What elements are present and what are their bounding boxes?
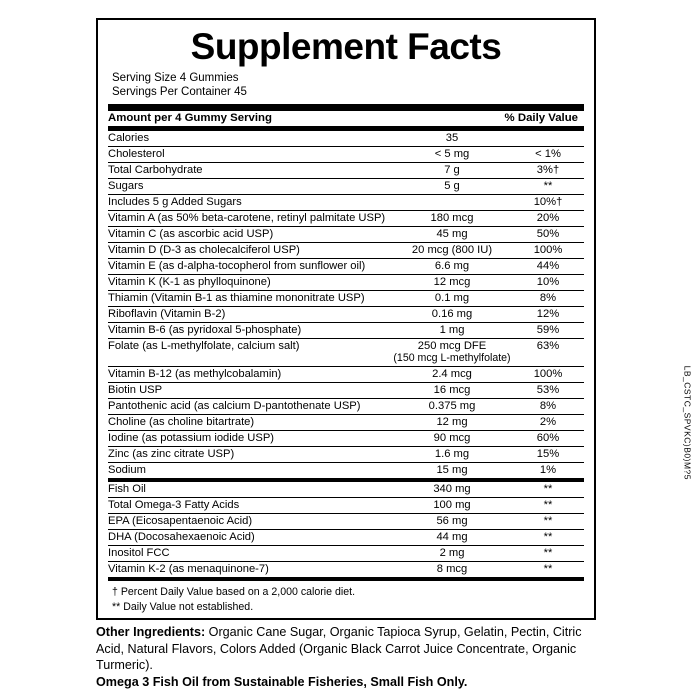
nutrient-rows-secondary-body bbox=[108, 482, 584, 577]
table-row bbox=[108, 226, 584, 242]
nutrient-amount: 8 mcg bbox=[436, 563, 468, 576]
nutrient-amount: 1 mg bbox=[392, 322, 512, 338]
nutrient-daily-value: 60% bbox=[512, 430, 584, 446]
page-title: Supplement Facts bbox=[190, 26, 502, 67]
nutrient-name: Vitamin B-6 (as pyridoxal 5-phosphate) bbox=[108, 322, 392, 338]
nutrient-daily-value: 3%† bbox=[512, 162, 584, 178]
nutrient-amount: 340 mg bbox=[392, 482, 512, 498]
nutrient-daily-value: 1% bbox=[539, 464, 557, 477]
nutrient-amount: 45 mg bbox=[392, 226, 512, 242]
nutrient-daily-value: ** bbox=[512, 178, 584, 194]
nutrient-rows-primary-body bbox=[108, 131, 584, 478]
nutrient-daily-value: ** bbox=[512, 513, 584, 529]
nutrient-name: Vitamin D (D-3 as cholecalciferol USP) bbox=[108, 242, 392, 258]
nutrient-amount bbox=[392, 194, 512, 210]
nutrient-name: Vitamin K-2 (as menaquinone-7) bbox=[108, 563, 269, 576]
nutrient-table bbox=[108, 111, 584, 127]
nutrient-amount-sub: (150 mcg L-methylfolate) bbox=[393, 352, 511, 365]
nutrient-daily-value: 2% bbox=[512, 414, 584, 430]
table-row bbox=[108, 366, 584, 382]
nutrient-daily-value: ** bbox=[512, 482, 584, 498]
nutrient-amount: 12 mcg bbox=[392, 274, 512, 290]
nutrient-amount: 2.4 mcg bbox=[392, 366, 512, 382]
nutrient-name: Vitamin K (K-1 as phylloquinone) bbox=[108, 274, 392, 290]
nutrient-amount: 2 mg bbox=[392, 545, 512, 561]
nutrient-daily-value: 53% bbox=[512, 382, 584, 398]
table-row bbox=[108, 146, 584, 162]
nutrient-amount: 7 g bbox=[392, 162, 512, 178]
table-row bbox=[108, 338, 584, 366]
nutrient-rows-primary bbox=[108, 131, 584, 478]
nutrient-name: Vitamin E (as d-alpha-tocopherol from sunflower oil) bbox=[108, 258, 392, 274]
nutrient-daily-value: 100% bbox=[512, 242, 584, 258]
table-row bbox=[108, 306, 584, 322]
nutrient-name: Total Omega-3 Fatty Acids bbox=[108, 497, 392, 513]
nutrient-daily-value: ** bbox=[512, 529, 584, 545]
nutrient-daily-value: 59% bbox=[512, 322, 584, 338]
nutrient-daily-value: 100% bbox=[512, 366, 584, 382]
nutrient-daily-value: ** bbox=[512, 545, 584, 561]
nutrient-name: Sodium bbox=[108, 464, 146, 477]
nutrient-amount: 16 mcg bbox=[392, 382, 512, 398]
amount-header: Amount per 4 Gummy Serving bbox=[108, 111, 385, 127]
nutrient-amount: 5 g bbox=[392, 178, 512, 194]
nutrient-amount: 180 mcg bbox=[392, 210, 512, 226]
nutrient-amount: 250 mcg DFE (150 mcg L-methylfolate) bbox=[393, 340, 511, 365]
nutrient-amount: 12 mg bbox=[392, 414, 512, 430]
table-row bbox=[108, 242, 584, 258]
table-row bbox=[108, 398, 584, 414]
nutrient-name: Vitamin A (as 50% beta-carotene, retinyl palmitate USP) bbox=[108, 210, 392, 226]
nutrient-name: Vitamin C (as ascorbic acid USP) bbox=[108, 226, 392, 242]
table-row bbox=[108, 414, 584, 430]
nutrient-name: Thiamin (Vitamin B-1 as thiamine mononitrate USP) bbox=[108, 290, 392, 306]
nutrient-daily-value: 8% bbox=[512, 398, 584, 414]
nutrient-amount: 20 mcg (800 IU) bbox=[392, 242, 512, 258]
table-row bbox=[108, 497, 584, 513]
nutrient-name: Cholesterol bbox=[108, 146, 392, 162]
nutrient-name: Fish Oil bbox=[108, 482, 392, 498]
nutrient-daily-value: 63% bbox=[512, 338, 584, 366]
other-ingredients-body: Organic Cane Sugar, Organic Tapioca Syrup, Gelatin, Pectin, Citric Acid, Natural Flavors, Colors Added (Organic Black Carrot Juice Concentrate, Organic Turmeric). bbox=[96, 625, 582, 673]
nutrient-amount: 44 mg bbox=[392, 529, 512, 545]
table-row bbox=[108, 446, 584, 462]
servings-per-container: Servings Per Container 45 bbox=[112, 86, 247, 99]
table-row bbox=[108, 131, 584, 147]
table-row bbox=[108, 290, 584, 306]
nutrient-amount: 15 mg bbox=[436, 464, 468, 477]
nutrient-daily-value: 50% bbox=[512, 226, 584, 242]
nutrient-name: Choline (as choline bitartrate) bbox=[108, 414, 392, 430]
table-row bbox=[108, 545, 584, 561]
nutrient-name: Iodine (as potassium iodide USP) bbox=[108, 430, 392, 446]
nutrient-amount: 90 mcg bbox=[392, 430, 512, 446]
thick-divider bbox=[108, 104, 584, 111]
other-ingredients-block bbox=[96, 624, 606, 690]
nutrient-name: EPA (Eicosapentaenoic Acid) bbox=[108, 513, 392, 529]
table-row bbox=[108, 210, 584, 226]
nutrient-amount: 0.1 mg bbox=[392, 290, 512, 306]
table-row bbox=[108, 430, 584, 446]
nutrient-amount: 6.6 mg bbox=[392, 258, 512, 274]
nutrient-daily-value: 15% bbox=[512, 446, 584, 462]
footnote-daily-value: † Percent Daily Value based on a 2,000 calorie diet. bbox=[112, 585, 356, 598]
table-row bbox=[108, 561, 584, 577]
nutrient-daily-value: 12% bbox=[512, 306, 584, 322]
nutrient-amount: 35 bbox=[392, 131, 512, 147]
other-ingredients-heading: Other Ingredients: bbox=[96, 625, 206, 639]
nutrient-amount: 0.16 mg bbox=[392, 306, 512, 322]
table-row bbox=[108, 462, 584, 478]
nutrient-rows-secondary bbox=[108, 482, 584, 577]
table-row bbox=[108, 162, 584, 178]
nutrient-amount: < 5 mg bbox=[392, 146, 512, 162]
lot-code: LB_CSTC_SPVKC)B0)M?5 bbox=[682, 365, 692, 480]
table-row bbox=[108, 194, 584, 210]
table-row bbox=[108, 482, 584, 498]
table-row bbox=[108, 322, 584, 338]
nutrient-name: Total Carbohydrate bbox=[108, 162, 392, 178]
nutrient-name: Biotin USP bbox=[108, 382, 392, 398]
facts-panel bbox=[96, 18, 596, 620]
nutrient-daily-value: 20% bbox=[512, 210, 584, 226]
daily-value-header: % Daily Value bbox=[505, 111, 584, 127]
nutrient-table-body bbox=[108, 111, 584, 127]
nutrient-name: Riboflavin (Vitamin B-2) bbox=[108, 306, 392, 322]
nutrient-name: Sugars bbox=[108, 178, 392, 194]
sustainable-fisheries-note: Omega 3 Fish Oil from Sustainable Fisheries, Small Fish Only. bbox=[96, 674, 468, 689]
table-header-row bbox=[108, 111, 584, 127]
nutrient-name: Calories bbox=[108, 131, 392, 147]
nutrient-daily-value: 10% bbox=[512, 274, 584, 290]
nutrient-amount: 0.375 mg bbox=[392, 398, 512, 414]
table-row bbox=[108, 513, 584, 529]
nutrient-daily-value: 10%† bbox=[512, 194, 584, 210]
nutrient-amount: 100 mg bbox=[392, 497, 512, 513]
table-row bbox=[108, 178, 584, 194]
table-row bbox=[108, 382, 584, 398]
nutrient-name: Includes 5 g Added Sugars bbox=[108, 194, 392, 210]
amount-header-spacer bbox=[385, 111, 505, 127]
nutrient-daily-value: < 1% bbox=[512, 146, 584, 162]
nutrient-amount: 56 mg bbox=[392, 513, 512, 529]
nutrient-name: Folate (as L-methylfolate, calcium salt) bbox=[108, 338, 392, 366]
nutrient-name: Vitamin B-12 (as methylcobalamin) bbox=[108, 366, 392, 382]
serving-size: Serving Size 4 Gummies bbox=[112, 71, 239, 84]
nutrient-daily-value: ** bbox=[543, 563, 553, 576]
nutrient-daily-value: 8% bbox=[512, 290, 584, 306]
table-row bbox=[108, 274, 584, 290]
table-row bbox=[108, 529, 584, 545]
nutrient-name: Zinc (as zinc citrate USP) bbox=[108, 446, 392, 462]
nutrient-daily-value: ** bbox=[512, 497, 584, 513]
nutrient-name: DHA (Docosahexaenoic Acid) bbox=[108, 529, 392, 545]
nutrient-amount: 1.6 mg bbox=[392, 446, 512, 462]
nutrient-daily-value bbox=[512, 131, 584, 147]
nutrient-name: Inositol FCC bbox=[108, 545, 392, 561]
footnote-not-established: ** Daily Value not established. bbox=[112, 600, 254, 613]
nutrient-daily-value: 44% bbox=[512, 258, 584, 274]
table-row bbox=[108, 258, 584, 274]
nutrient-name: Pantothenic acid (as calcium D-pantothenate USP) bbox=[108, 398, 392, 414]
